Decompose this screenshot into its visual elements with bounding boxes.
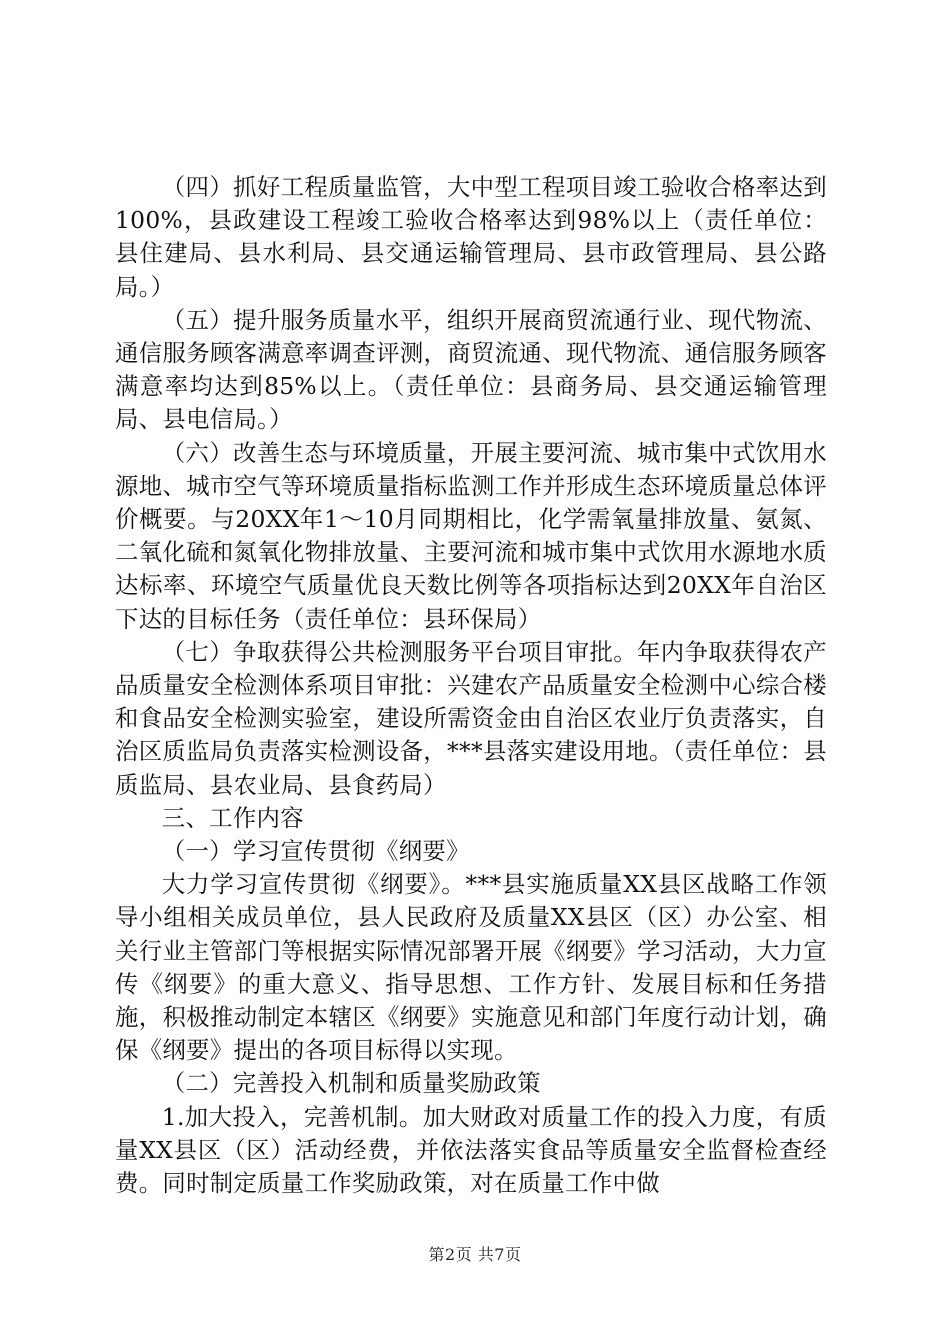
paragraph-increase-investment: 1.加大投入，完善机制。加大财政对质量工作的投入力度，有质量XX县区（区）活动经费，并依法落实食品等质量安全监督检查经费。同时制定质量工作奖励政策，对在质量工作中做 <box>115 1102 827 1198</box>
paragraph-testing-platform: （七）争取获得公共检测服务平台项目审批。年内争取获得农产品质量安全检测体系项目审批：兴建农产品质量安全检测中心综合楼和食品安全检测实验室，建设所需资金由自治区农业厅负责落实，自治区质监局负责落实检测设备，***县落实建设用地。（责任单位：县质监局、县农业局、县食药局） <box>115 637 827 799</box>
subheading-study-outline: （一）学习宣传贯彻《纲要》 <box>161 837 470 866</box>
document-body <box>115 171 827 1200</box>
section-heading-work-content: 三、工作内容 <box>161 803 304 832</box>
subheading-investment-mechanism: （二）完善投入机制和质量奖励政策 <box>161 1069 541 1098</box>
paragraph-environment-quality: （六）改善生态与环境质量，开展主要河流、城市集中式饮用水源地、城市空气等环境质量指标监测工作并形成生态环境质量总体评价概要。与20XX年1～10月同期相比，化学需氧量排放量、氨氮、二氧化硫和氮氧化物排放量、主要河流和城市集中式饮用水源地水质达标率、环境空气质量优良天数比例等各项指标达到20XX年自治区下达的目标任务（责任单位：县环保局） <box>115 438 827 633</box>
paragraph-quality-engineering: （四）抓好工程质量监管，大中型工程项目竣工验收合格率达到100%，县政建设工程竣工验收合格率达到98%以上（责任单位：县住建局、县水利局、县交通运输管理局、县市政管理局、县公路局。） <box>115 173 827 301</box>
page-footer: 第2页 共7页 <box>428 1245 522 1264</box>
paragraph-service-quality: （五）提升服务质量水平，组织开展商贸流通行业、现代物流、通信服务顾客满意率调查评测，商贸流通、现代物流、通信服务顾客满意率均达到85%以上。（责任单位：县商务局、县交通运输管理局、县电信局。） <box>115 305 827 434</box>
paragraph-study-outline: 大力学习宣传贯彻《纲要》。***县实施质量XX县区战略工作领导小组相关成员单位，县人民政府及质量XX县区（区）办公室、相关行业主管部门等根据实际情况部署开展《纲要》学习活动，大力宣传《纲要》的重大意义、指导思想、工作方针、发展目标和任务措施，积极推动制定本辖区《纲要》实施意见和部门年度行动计划，确保《纲要》提出的各项目标得以实现。 <box>115 870 827 1065</box>
